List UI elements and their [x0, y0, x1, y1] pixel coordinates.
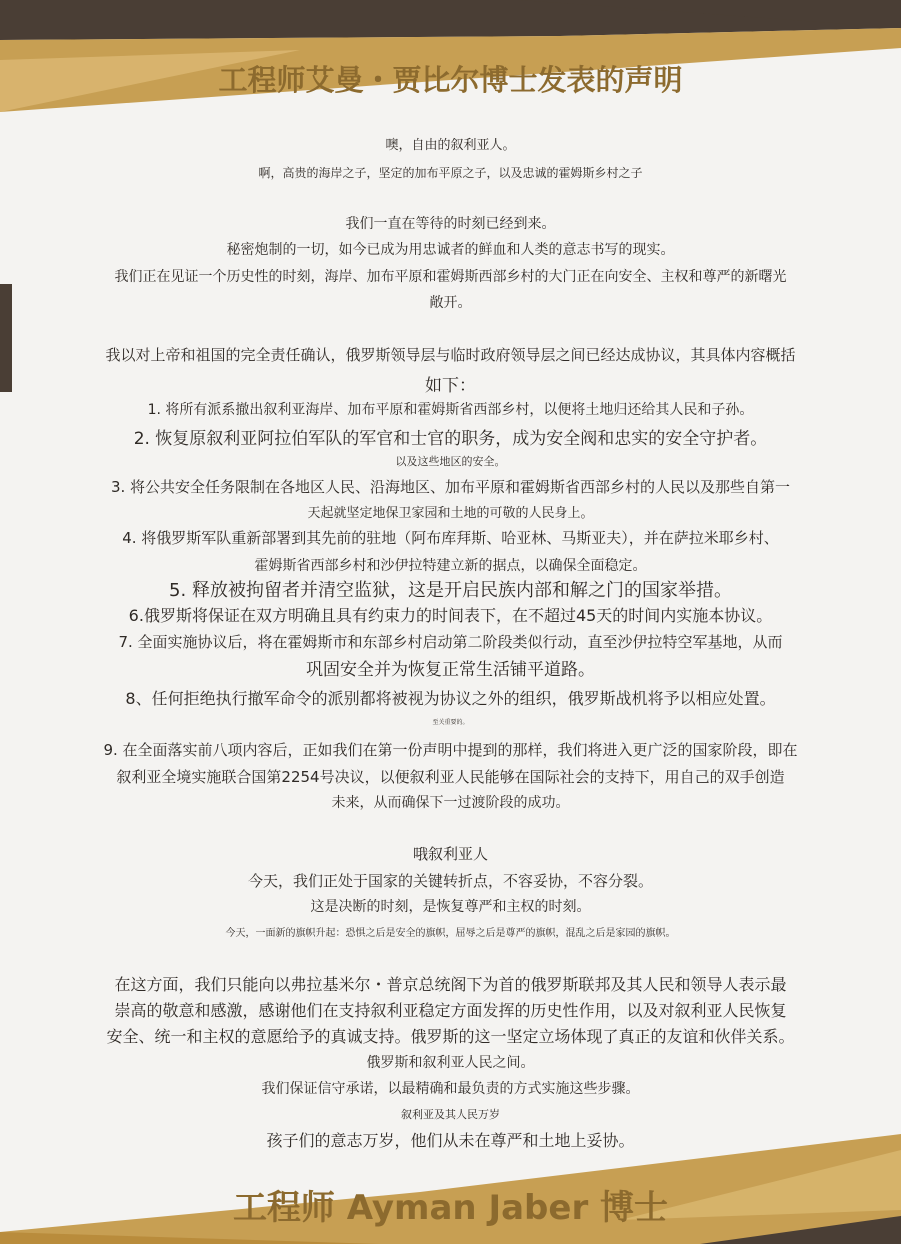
signature: 工程师 Ayman Jaber 博士 — [232, 1188, 669, 1228]
body-line: 我们正在见证一个历史性的时刻，海岸、加布平原和霍姆斯西部乡村的大门正在向安全、主权和尊严的新曙光 — [114, 269, 787, 285]
agreement-item: 巩固安全并为恢复正常生活铺平道路。 — [306, 660, 595, 680]
thanks-line: 叙利亚及其人民万岁 — [401, 1108, 500, 1121]
agreement-item: 5. 释放被拘留者并清空监狱，这是开启民族内部和解之门的国家举措。 — [169, 580, 732, 601]
body-line: 我们一直在等待的时刻已经到来。 — [345, 216, 556, 232]
body-line: 秘密炮制的一切，如今已成为用忠诚者的鲜血和人类的意志书写的现实。 — [226, 242, 675, 258]
closing-line: 今天，我们正处于国家的关键转折点，不容妥协，不容分裂。 — [247, 872, 653, 890]
thanks-line: 安全、统一和主权的意愿给予的真诚支持。俄罗斯的这一坚定立场体现了真正的友谊和伙伴关系。 — [106, 1027, 795, 1046]
agreement-item: 4. 将俄罗斯军队重新部署到其先前的驻地（阿布库拜斯、哈亚林、马斯亚夫），并在萨拉米耶乡村、 — [122, 529, 779, 547]
thanks-line: 我们保证信守承诺，以最精确和最负责的方式实施这些步骤。 — [261, 1081, 640, 1097]
thanks-line: 俄罗斯和叙利亚人民之间。 — [366, 1055, 535, 1071]
body-line: 我以对上帝和祖国的完全责任确认，俄罗斯领导层与临时政府领导层之间已经达成协议，其具体内容概括 — [105, 346, 796, 364]
closing-line: 这是决断的时刻，是恢复尊严和主权的时刻。 — [310, 899, 591, 915]
agreement-item: 以及这些地区的安全。 — [395, 455, 506, 468]
agreement-note: 至关重要的。 — [432, 719, 469, 726]
agreement-item: 叙利亚全境实施联合国第2254号决议，以便叙利亚人民能够在国际社会的支持下，用自己的双手创造 — [116, 768, 785, 786]
agreement-item: 6.俄罗斯将保证在双方明确且具有约束力的时间表下，在不超过45天的时间内实施本协议。 — [128, 606, 773, 625]
thanks-line: 孩子们的意志万岁，他们从未在尊严和土地上妥协。 — [266, 1131, 635, 1150]
thanks-line: 崇高的敬意和感激，感谢他们在支持叙利亚稳定方面发挥的历史性作用，以及对叙利亚人民恢复 — [114, 1001, 787, 1020]
agreement-item: 天起就坚定地保卫家园和土地的可敬的人民身上。 — [307, 506, 594, 521]
agreement-item: 7. 全面实施协议后，将在霍姆斯市和东部乡村启动第二阶段类似行动，直至沙伊拉特空军基地，从而 — [118, 633, 783, 651]
agreement-item: 2. 恢复原叙利亚阿拉伯军队的军官和士官的职务，成为安全阀和忠实的安全守护者。 — [133, 429, 768, 449]
closing-line: 今天，一面新的旗帜升起：恐惧之后是安全的旗帜，屈辱之后是尊严的旗帜，混乱之后是家园的旗帜。 — [225, 928, 676, 939]
closing-line: 哦叙利亚人 — [412, 845, 488, 863]
agreement-item: 霍姆斯省西部乡村和沙伊拉特建立新的据点，以确保全面稳定。 — [254, 558, 647, 574]
agreement-item: 1. 将所有派系撤出叙利亚海岸、加布平原和霍姆斯省西部乡村，以便将土地归还给其人民和子孙。 — [147, 402, 754, 418]
agreement-item: 3. 将公共安全任务限制在各地区人民、沿海地区、加布平原和霍姆斯省西部乡村的人民以及那些自第一 — [110, 478, 791, 496]
agreement-item: 未来，从而确保下一过渡阶段的成功。 — [331, 795, 570, 811]
agreement-item: 8、任何拒绝执行撤军命令的派别都将被视为协议之外的组织，俄罗斯战机将予以相应处置。 — [125, 689, 776, 708]
body-line: 敞开。 — [429, 295, 472, 311]
salutation-line: 噢，自由的叙利亚人。 — [385, 138, 516, 153]
body-line: 如下： — [425, 376, 476, 396]
page-title: 工程师艾曼・贾比尔博士发表的声明 — [218, 63, 683, 97]
salutation-sub-line: 啊，高贵的海岸之子，坚定的加布平原之子，以及忠诚的霍姆斯乡村之子 — [258, 166, 643, 180]
agreement-item: 9. 在全面落实前八项内容后，正如我们在第一份声明中提到的那样，我们将进入更广泛的国家阶段，即在 — [103, 741, 798, 759]
thanks-line: 在这方面，我们只能向以弗拉基米尔・普京总统阁下为首的俄罗斯联邦及其人民和领导人表示最 — [114, 975, 787, 994]
